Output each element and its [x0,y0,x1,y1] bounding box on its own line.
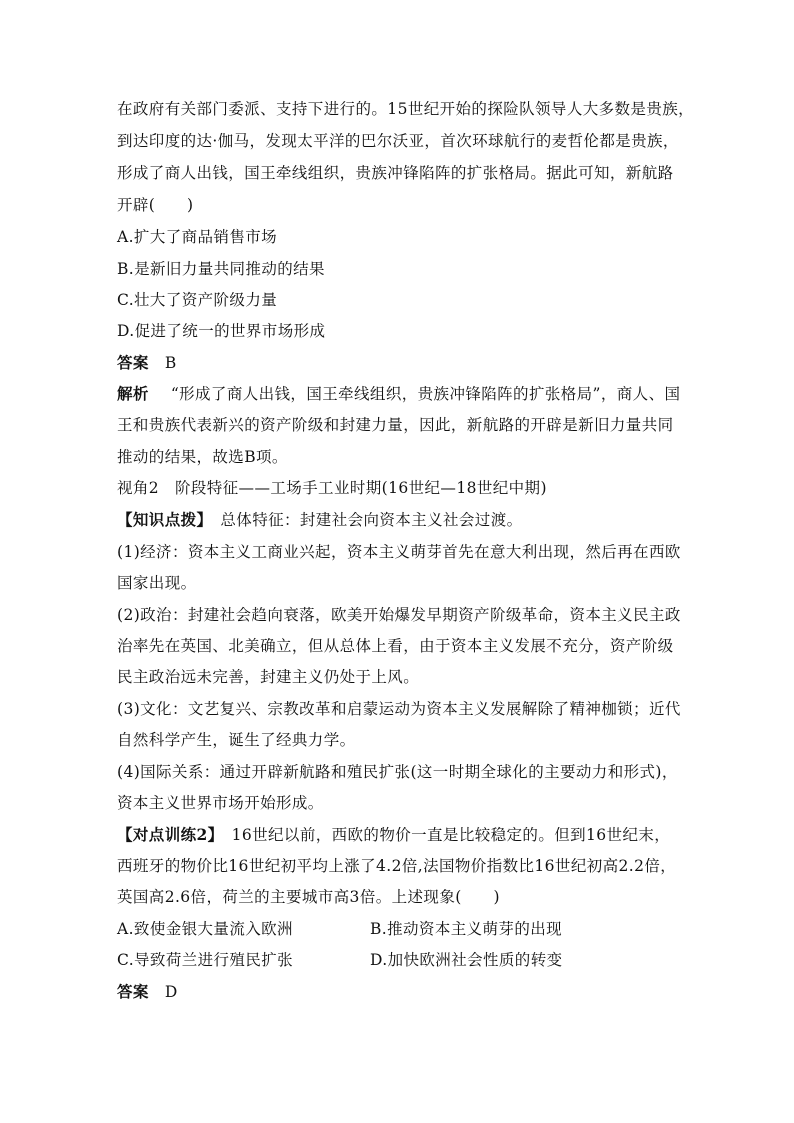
point-1-line-1: (1)经济：资本主义工商业兴起，资本主义萌芽首先在意大利出现，然后再在西欧 [117,543,681,561]
q2-answer [117,982,178,1002]
q2-option-c: C.导致荷兰进行殖民扩张 [117,951,294,969]
q2-stem-line-1 [117,825,670,845]
q2-stem-line-2: 西班牙的物价比16世纪初平均上涨了4.2倍,法国物价指数比16世纪初高2.2倍， [117,857,677,875]
answer-label: 答案 [117,353,149,372]
q2-option-b: B.推动资本主义萌芽的出现 [370,920,563,938]
analysis-text-1: “形成了商人出钱，国王牵线组织，贵族冲锋陷阵的扩张格局”，商人、国 [170,385,681,403]
point-2-line-1: (2)政治：封建社会趋向衰落，欧美开始爆发早期资产阶级革命，资本主义民主政 [117,606,681,624]
q2-label: 【对点训练2】 [117,825,224,844]
q2-answer-label: 答案 [117,982,149,1001]
q2-option-a: A.致使金银大量流入欧洲 [117,920,293,938]
q1-stem-line-3: 形成了商人出钱，国王牵线组织，贵族冲锋陷阵的扩张格局。据此可知，新航路 [117,164,674,182]
q1-stem-line-4: 开辟( ) [117,196,194,214]
q2-answer-value: D [164,983,178,1001]
knowledge-label: 【知识点拨】 [117,510,213,529]
analysis-label: 解析 [117,384,149,403]
q1-analysis-line-2: 王和贵族代表新兴的资产阶级和封建力量，因此，新航路的开辟是新旧力量共同 [117,416,674,434]
point-3-line-2: 自然科学产生，诞生了经典力学。 [117,731,356,749]
q1-option-c: C.壮大了资产阶级力量 [117,291,278,309]
point-4-line-1: (4)国际关系：通过开辟新航路和殖民扩张(这一时期全球化的主要动力和形式)， [117,763,678,781]
q1-stem-line-2: 到达印度的达·伽马，发现太平洋的巴尔沃亚，首次环球航行的麦哲伦都是贵族， [117,132,679,150]
q1-analysis-line-3: 推动的结果，故选B项。 [117,448,288,466]
q1-analysis-line-1 [117,384,680,404]
q2-stem-line-3: 英国高2.6倍，荷兰的主要城市高3倍。上述现象( ) [117,888,500,906]
q1-option-d: D.促进了统一的世界市场形成 [117,322,326,340]
point-3-line-1: (3)文化：文艺复兴、宗教改革和启蒙运动为资本主义发展解除了精神枷锁；近代 [117,700,681,718]
point-2-line-2: 治率先在英国、北美确立，但从总体上看，由于资本主义发展不充分，资产阶级 [117,637,674,655]
q1-option-a: A.扩大了商品销售市场 [117,228,278,246]
point-2-line-3: 民主政治远未完善，封建主义仍处于上风。 [117,668,420,686]
q1-stem-line-1: 在政府有关部门委派、支持下进行的。15世纪开始的探险队领导人大多数是贵族， [117,100,695,118]
q2-options-row-1 [117,919,677,939]
point-1-line-2: 国家出现。 [117,574,197,592]
q1-answer [117,353,177,373]
point-4-line-2: 资本主义世界市场开始形成。 [117,794,324,812]
section-heading: 视角2 阶段特征——工场手工业时期(16世纪—18世纪中期) [117,479,547,497]
q2-stem-text-1: 16世纪以前，西欧的物价一直是比较稳定的。但到16世纪末， [231,826,671,844]
q2-option-d: D.加快欧洲社会性质的转变 [370,951,563,969]
knowledge-intro [117,510,523,530]
q1-option-b: B.是新旧力量共同推动的结果 [117,260,325,278]
q2-options-row-2 [117,950,677,970]
knowledge-text: 总体特征：封建社会向资本主义社会过渡。 [220,511,523,529]
answer-value: B [164,354,177,372]
